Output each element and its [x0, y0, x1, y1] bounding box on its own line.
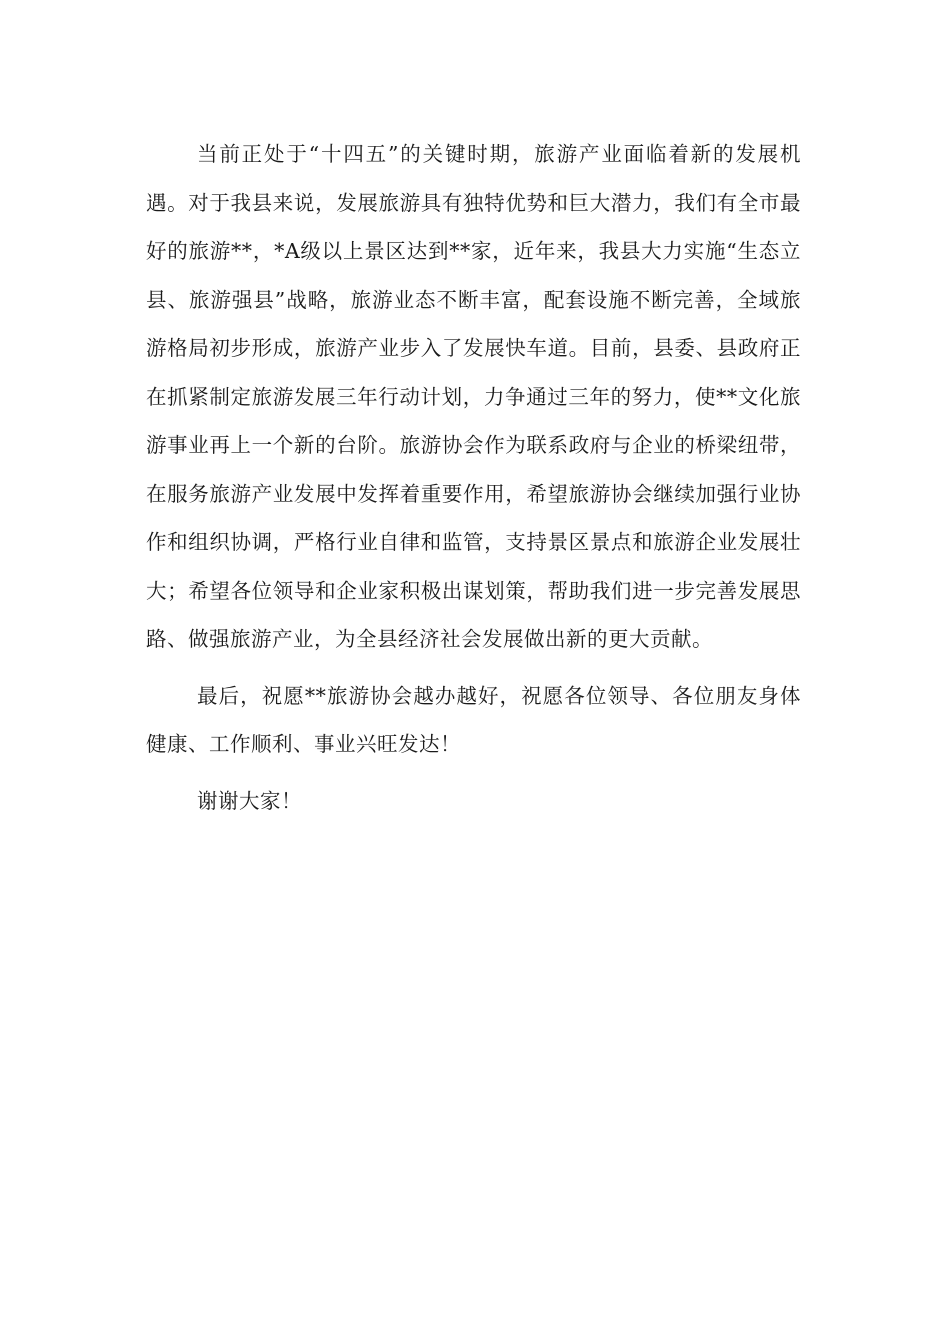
- paragraph-development-opportunity: 当前正处于“十四五”的关键时期，旅游产业面临着新的发展机遇。对于我县来说，发展旅游具有独特优势和巨大潜力，我们有全市最好的旅游**，*A级以上景区达到**家，近年来，我县大力实施“生态立县、旅游强县”战略，旅游业态不断丰富，配套设施不断完善，全域旅游格局初步形成，旅游产业步入了发展快车道。目前，县委、县政府正在抓紧制定旅游发展三年行动计划，力争通过三年的努力，使**文化旅游事业再上一个新的台阶。旅游协会作为联系政府与企业的桥梁纽带，在服务旅游产业发展中发挥着重要作用，希望旅游协会继续加强行业协作和组织协调，严格行业自律和监管，支持景区景点和旅游企业发展壮大；希望各位领导和企业家积极出谋划策，帮助我们进一步完善发展思路、做强旅游产业，为全县经济社会发展做出新的更大贡献。: [146, 142, 801, 651]
- paragraph-thanks: 谢谢大家！: [197, 788, 302, 813]
- document-body: [146, 130, 801, 825]
- paragraph-closing-wishes: 最后，祝愿**旅游协会越办越好，祝愿各位领导、各位朋友身体健康、工作顺利、事业兴旺发达！: [146, 683, 801, 756]
